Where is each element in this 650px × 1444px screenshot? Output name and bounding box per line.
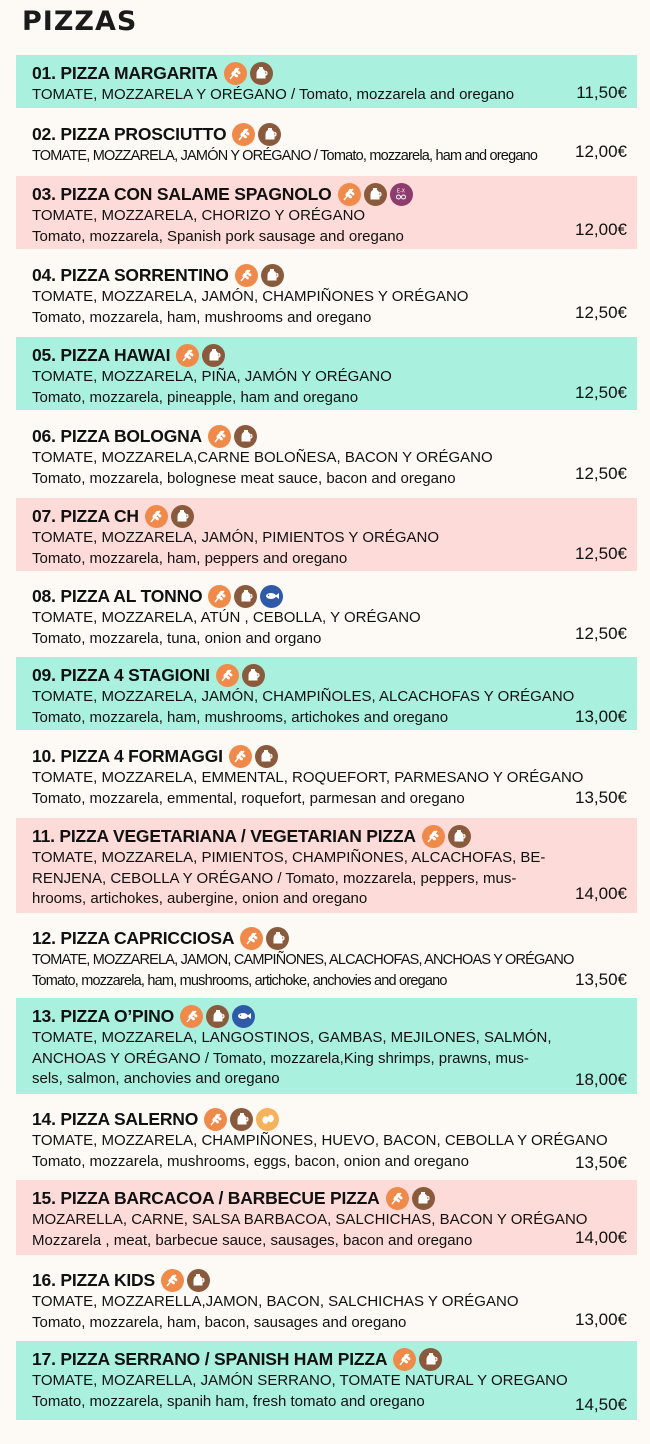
allergen-icons xyxy=(229,745,278,768)
pizza-description: Tomato, mozzarela, ham, mushrooms, artichokes and oregano xyxy=(32,708,449,726)
wheat-gluten-icon xyxy=(232,123,255,146)
wheat-gluten-icon xyxy=(229,745,252,768)
menu-item xyxy=(16,55,637,108)
pizza-price: 13,50€ xyxy=(575,1153,627,1172)
page-title: PIZZAS xyxy=(22,6,138,37)
menu-item-header xyxy=(32,343,637,367)
menu-item xyxy=(16,657,637,730)
wheat-gluten-icon xyxy=(145,505,168,528)
menu-item xyxy=(16,578,637,652)
allergen-icons xyxy=(240,927,289,950)
wheat-gluten-icon xyxy=(208,585,231,608)
pizza-description: Tomato, mozzarela, ham, bacon, sausages and oregano xyxy=(32,1313,407,1331)
menu-item-header xyxy=(32,122,637,146)
pizza-price: 12,50€ xyxy=(575,624,627,643)
sulfites-icon xyxy=(390,183,413,206)
allergen-icons xyxy=(386,1187,435,1210)
pizza-description: Tomato, mozzarela, ham, mushrooms, artichoke, anchovies and oregano xyxy=(32,972,447,989)
menu-item xyxy=(16,1101,637,1174)
pizza-description: hrooms, artichokes, aubergine, onion and oregano xyxy=(32,890,368,907)
pizza-description: TOMATE, MOZZARELA, ATÚN , CEBOLLA, Y ORÉGANO xyxy=(32,609,421,626)
pizza-price: 12,00€ xyxy=(575,142,627,161)
allergen-icons xyxy=(161,1269,210,1292)
milk-jug-icon xyxy=(250,62,273,85)
pizza-description: ANCHOAS Y ORÉGANO / Tomato, mozzarela,King shrimps, prawns, mus- xyxy=(32,1049,529,1067)
menu-item xyxy=(16,1262,637,1335)
pizza-description: Tomato, mozzarela, tuna, onion and organo xyxy=(32,629,322,647)
wheat-gluten-icon xyxy=(176,344,199,367)
menu-item xyxy=(16,1341,637,1420)
pizza-description: TOMATE, MOZZARELA, JAMÓN, CHAMPIÑOLES, ALCACHOFAS Y ORÉGANO xyxy=(32,688,575,705)
milk-jug-icon xyxy=(419,1348,442,1371)
pizza-price: 13,50€ xyxy=(575,788,627,807)
menu-item xyxy=(16,116,637,170)
menu-item-header xyxy=(32,1004,637,1028)
allergen-icons xyxy=(180,1005,255,1028)
allergen-icons xyxy=(208,585,283,608)
pizza-description: TOMATE, MOZZARELA, JAMÓN, CHAMPIÑONES Y ORÉGANO xyxy=(32,288,469,305)
pizza-description: TOMATE, MOZZARELA, LANGOSTINOS, GAMBAS, MEJILONES, SALMÓN, xyxy=(32,1029,552,1046)
menu-item-header xyxy=(32,584,637,608)
milk-jug-icon xyxy=(258,123,281,146)
pizza-name: 10. PIZZA 4 FORMAGGI xyxy=(32,745,223,766)
milk-jug-icon xyxy=(261,264,284,287)
pizza-name: 12. PIZZA CAPRICCIOSA xyxy=(32,927,235,948)
milk-jug-icon xyxy=(187,1269,210,1292)
menu-item xyxy=(16,818,637,913)
pizza-description: TOMATE, MOZZARELLA,JAMON, BACON, SALCHICHAS Y ORÉGANO xyxy=(32,1293,519,1310)
milk-jug-icon xyxy=(206,1005,229,1028)
allergen-icons xyxy=(216,664,265,687)
pizza-description: MOZARELLA, CARNE, SALSA BARBACOA, SALCHICHAS, BACON Y ORÉGANO xyxy=(32,1211,588,1228)
menu-item xyxy=(16,418,637,492)
pizza-description: TOMATE, MOZZARELA, JAMÓN Y ORÉGANO / Tomato, mozzarela, ham and oregano xyxy=(32,148,538,164)
pizza-price: 12,00€ xyxy=(575,220,627,239)
pizza-price: 18,00€ xyxy=(575,1070,627,1089)
menu-item xyxy=(16,738,637,812)
allergen-icons xyxy=(393,1348,442,1371)
pizza-price: 14,00€ xyxy=(575,1228,627,1247)
pizza-price: 12,50€ xyxy=(575,544,627,563)
pizza-description: TOMATE, MOZZARELA, CHORIZO Y ORÉGANO xyxy=(32,207,366,224)
eggs-icon xyxy=(256,1108,279,1131)
pizza-description: TOMATE, MOZZARELA, EMMENTAL, ROQUEFORT, PARMESANO Y ORÉGANO xyxy=(32,769,584,786)
menu-item-header xyxy=(32,182,637,206)
menu-item-header xyxy=(32,824,637,848)
menu-item-header xyxy=(32,1186,637,1210)
menu-item-header xyxy=(32,263,637,287)
menu-item xyxy=(16,337,637,410)
allergen-icons xyxy=(338,183,413,206)
wheat-gluten-icon xyxy=(422,825,445,848)
pizza-price: 13,00€ xyxy=(575,1310,627,1329)
pizza-name: 07. PIZZA CH xyxy=(32,505,139,526)
menu-item-header xyxy=(32,504,637,528)
fish-icon xyxy=(260,585,283,608)
wheat-gluten-icon xyxy=(204,1108,227,1131)
wheat-gluten-icon xyxy=(393,1348,416,1371)
allergen-icons xyxy=(232,123,281,146)
menu-item xyxy=(16,998,637,1094)
allergen-icons xyxy=(204,1108,279,1131)
pizza-name: 14. PIZZA SALERNO xyxy=(32,1108,199,1129)
pizza-name: 03. PIZZA CON SALAME SPAGNOLO xyxy=(32,183,332,204)
wheat-gluten-icon xyxy=(224,62,247,85)
pizza-description: sels, salmon, anchovies and oregano xyxy=(32,1070,280,1087)
menu-item xyxy=(16,920,637,993)
pizza-description: TOMATE, MOZZARELA,CARNE BOLOÑESA, BACON Y ORÉGANO xyxy=(32,449,493,466)
allergen-icons xyxy=(422,825,471,848)
menu-item xyxy=(16,1180,637,1255)
milk-jug-icon xyxy=(364,183,387,206)
pizza-description: TOMATE, MOZZARELA, CHAMPIÑONES, HUEVO, BACON, CEBOLLA Y ORÉGANO xyxy=(32,1132,608,1149)
milk-jug-icon xyxy=(202,344,225,367)
milk-jug-icon xyxy=(230,1108,253,1131)
pizza-description: TOMATE, MOZZARELA, JAMÓN, PIMIENTOS Y ORÉGANO xyxy=(32,529,440,546)
pizza-name: 13. PIZZA O’PINO xyxy=(32,1005,175,1026)
pizza-description: Tomato, mozzarela, emmental, roquefort, parmesan and oregano xyxy=(32,789,465,807)
wheat-gluten-icon xyxy=(180,1005,203,1028)
menu-item xyxy=(16,498,637,571)
pizza-name: 06. PIZZA BOLOGNA xyxy=(32,425,202,446)
pizza-name: 02. PIZZA PROSCIUTTO xyxy=(32,123,227,144)
milk-jug-icon xyxy=(448,825,471,848)
pizza-description: TOMATE, MOZZARELA, JAMON, CAMPIÑONES, ALCACHOFAS, ANCHOAS Y ORÉGANO xyxy=(32,952,574,968)
menu-item xyxy=(16,257,637,331)
menu-item-header xyxy=(32,1268,637,1292)
allergen-icons xyxy=(145,505,194,528)
menu-item-header xyxy=(32,424,637,448)
menu-item-header xyxy=(32,1347,637,1371)
allergen-icons xyxy=(208,425,257,448)
pizza-price: 14,00€ xyxy=(575,884,627,903)
pizza-description: Tomato, mozzarela, ham, mushrooms and oregano xyxy=(32,308,372,326)
allergen-icons xyxy=(176,344,225,367)
menu-item-header xyxy=(32,1107,637,1131)
pizza-price: 11,50€ xyxy=(576,83,627,102)
pizza-name: 05. PIZZA HAWAI xyxy=(32,344,171,365)
pizza-description: Tomato, mozzarela, ham, peppers and oregano xyxy=(32,549,348,567)
pizza-description: TOMATE, MOZZARELA Y ORÉGANO / Tomato, mozzarela and oregano xyxy=(32,86,515,103)
pizza-name: 09. PIZZA 4 STAGIONI xyxy=(32,664,210,685)
milk-jug-icon xyxy=(266,927,289,950)
milk-jug-icon xyxy=(255,745,278,768)
svg-text:E-X: E-X xyxy=(396,188,406,195)
pizza-price: 12,50€ xyxy=(575,303,627,322)
menu-item xyxy=(16,176,637,249)
wheat-gluten-icon xyxy=(338,183,361,206)
pizza-name: 16. PIZZA KIDS xyxy=(32,1269,155,1290)
pizza-description: Tomato, mozzarela, bolognese meat sauce, bacon and oregano xyxy=(32,469,456,487)
wheat-gluten-icon xyxy=(161,1269,184,1292)
pizza-name: 15. PIZZA BARCACOA / BARBECUE PIZZA xyxy=(32,1187,380,1208)
milk-jug-icon xyxy=(234,425,257,448)
pizza-name: 08. PIZZA AL TONNO xyxy=(32,585,203,606)
milk-jug-icon xyxy=(234,585,257,608)
fish-icon xyxy=(232,1005,255,1028)
pizza-name: 11. PIZZA VEGETARIANA / VEGETARIAN PIZZA xyxy=(32,825,416,846)
menu-item-header xyxy=(32,663,637,687)
menu-item-header xyxy=(32,926,637,950)
milk-jug-icon xyxy=(242,664,265,687)
wheat-gluten-icon xyxy=(216,664,239,687)
menu-item-header xyxy=(32,744,637,768)
menu-item-header xyxy=(32,61,637,85)
pizza-description: TOMATE, MOZZARELA, PIMIENTOS, CHAMPIÑONES, ALCACHOFAS, BE- xyxy=(32,849,546,866)
pizza-description: TOMATE, MOZZARELA, PIÑA, JAMÓN Y ORÉGANO xyxy=(32,368,392,385)
pizza-description: Tomato, mozzarela, Spanish pork sausage and oregano xyxy=(32,227,404,245)
pizza-name: 01. PIZZA MARGARITA xyxy=(32,62,218,83)
milk-jug-icon xyxy=(412,1187,435,1210)
wheat-gluten-icon xyxy=(240,927,263,950)
allergen-icons xyxy=(224,62,273,85)
milk-jug-icon xyxy=(171,505,194,528)
allergen-icons xyxy=(235,264,284,287)
pizza-description: Tomato, mozzarela, mushrooms, eggs, bacon, onion and oregano xyxy=(32,1152,469,1170)
pizza-price: 14,50€ xyxy=(575,1395,627,1414)
pizza-description: Tomato, mozzarela, pineapple, ham and oregano xyxy=(32,388,359,406)
pizza-price: 12,50€ xyxy=(575,383,627,402)
wheat-gluten-icon xyxy=(208,425,231,448)
pizza-price: 13,00€ xyxy=(575,707,627,726)
pizza-description: Mozzarela , meat, barbecue sauce, sausages, bacon and oregano xyxy=(32,1231,473,1249)
wheat-gluten-icon xyxy=(386,1187,409,1210)
pizza-price: 13,50€ xyxy=(575,970,627,989)
pizza-name: 04. PIZZA SORRENTINO xyxy=(32,264,229,285)
pizza-price: 12,50€ xyxy=(575,464,627,483)
wheat-gluten-icon xyxy=(235,264,258,287)
pizza-description: RENJENA, CEBOLLA Y ORÉGANO / Tomato, mozzarela, peppers, mus- xyxy=(32,869,517,887)
pizza-description: TOMATE, MOZARELLA, JAMÓN SERRANO, TOMATE NATURAL Y OREGANO xyxy=(32,1372,568,1389)
pizza-description: Tomato, mozzarela, spanih ham, fresh tomato and oregano xyxy=(32,1392,425,1410)
pizza-name: 17. PIZZA SERRANO / SPANISH HAM PIZZA xyxy=(32,1348,388,1369)
